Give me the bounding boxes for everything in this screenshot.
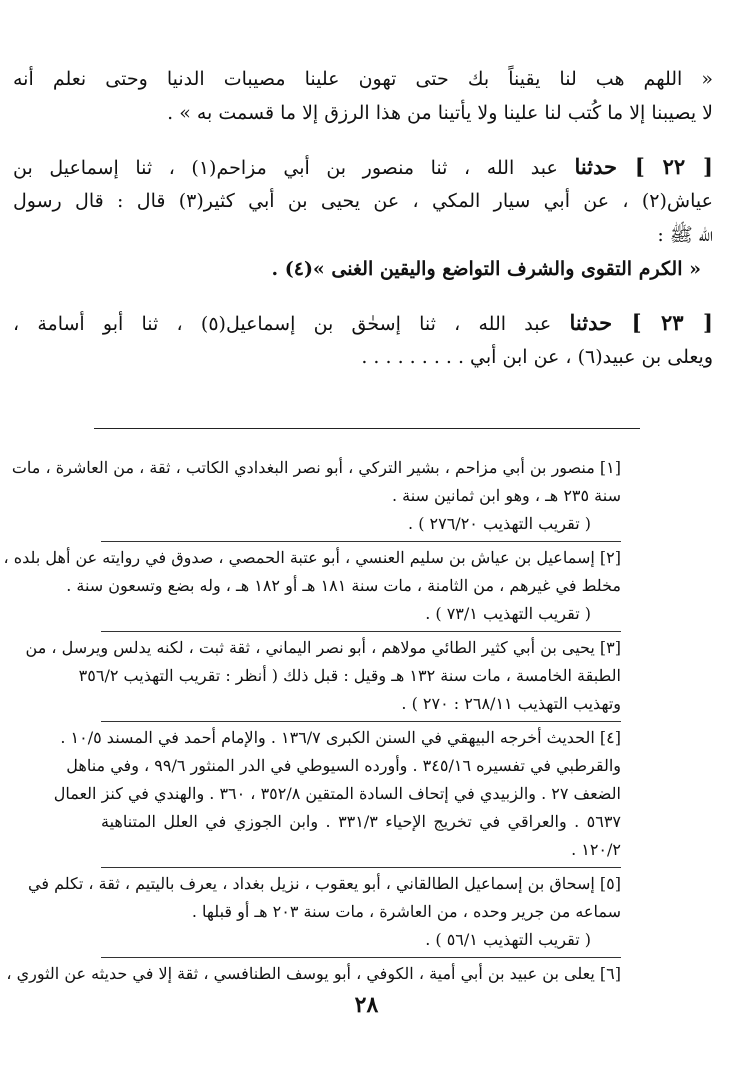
text-line: الله ﷺ : (657, 224, 713, 246)
footnote-line: ( تقريب التهذيب ٥٦/١ ) . (425, 930, 591, 949)
footnote-line: الضعف ٢٧ . والزبيدي في إتحاف السادة المتقين ٣٥٢/٨ ، ٣٦٠ . والهندي في كنز العمال (53, 784, 621, 803)
footnote-line: مخلط في غيرهم ، من الثامنة ، مات سنة ١٨١ هـ أو ١٨٢ هـ ، وله بضع وتسعون سنة . (66, 576, 621, 595)
footnote-line: سماعه من جرير وحده ، من العاشرة ، مات سنة ٢٠٣ هـ أو قبلها . (191, 902, 621, 921)
footnote-line: ( تقريب التهذيب ٢٧٦/٢٠ ) . (408, 514, 591, 533)
footnote (6, 958, 621, 991)
footnote-line: والقرطبي في تفسيره ٣٤٥/١٦ . وأورده السيوطي في الدر المنثور ٩٩/٦ ، وفي مناهل (66, 756, 621, 775)
footnote (25, 632, 621, 722)
footnote (28, 868, 621, 958)
text-line: عياش(٢) ، عن أبي سيار المكي ، عن يحيى بن أبي كثير(٣) قال : قال رسول (13, 190, 713, 212)
text-line: [ ٢٢ ] حدثنا عبد الله ، ثنا منصور بن أبي مزاحم(١) ، ثنا إسماعيل بن (13, 154, 713, 179)
footnotes (3, 452, 621, 991)
footnote (53, 722, 621, 868)
paragraph-gap (13, 130, 713, 150)
text-line: لا يصيبنا إلا ما كُتب لنا علينا ولا يأتينا من هذا الرزق إلا ما قسمت به » . (167, 102, 713, 124)
footnote (3, 542, 621, 632)
text-line: « الكرم التقوى والشرف التواضع واليقين الغنى »(٤) . (271, 258, 701, 280)
footnote-line: الطبقة الخامسة ، مات سنة ١٣٢ هـ وقيل : قبل ذلك ( أنظر : تقريب التهذيب ٣٥٦/٢ (78, 666, 621, 685)
footnote-line: [٦] يعلى بن عبيد بن أبي أمية ، الكوفي ، أبو يوسف الطنافسي ، ثقة إلا في حديثه عن الثوري ، (6, 964, 621, 983)
footnote (11, 452, 621, 542)
text-line: [ ٢٣ ] حدثنا عبد الله ، ثنا إسحٰق بن إسماعيل(٥) ، ثنا أبو أسامة ، (13, 310, 713, 335)
footnote-line: ٥٦٣٧ . والعراقي في تخريج الإحياء ٣٣١/٣ . وابن الجوزي في العلل المتناهية (101, 812, 621, 831)
footnote-line: سنة ٢٣٥ هـ ، وهو ابن ثمانين سنة . (391, 486, 621, 505)
footnote-divider (94, 428, 640, 429)
paragraph-gap (13, 286, 713, 306)
text-line: ويعلى بن عبيد(٦) ، عن ابن أبي . . . . . . . . . (361, 346, 713, 368)
footnote-line: [٤] الحديث أخرجه البيهقي في السنن الكبرى ١٣٦/٧ . والإمام أحمد في المسند ١٠/٥ . (60, 728, 621, 747)
footnote-line: وتهذيب التهذيب ٢٦٨/١١ : ٢٧٠ ) . (401, 694, 621, 713)
footnote-line: ١٢٠/٢ . (571, 840, 621, 859)
main-text (13, 62, 713, 374)
hadith-number-label: [ ٢٣ ] حدثنا (569, 310, 713, 335)
hadith-number-label: [ ٢٢ ] حدثنا (574, 154, 713, 179)
footnote-line: [٥] إسحاق بن إسماعيل الطالقاني ، أبو يعقوب ، نزيل بغداد ، يعرف باليتيم ، ثقة ، تكلم في (28, 874, 621, 893)
footnote-line: ( تقريب التهذيب ٧٣/١ ) . (425, 604, 591, 623)
footnote-line: [٣] يحيى بن أبي كثير الطائي مولاهم ، أبو نصر اليماني ، ثقة ثبت ، لكنه يدلس ويرسل ، من (25, 638, 621, 657)
text-line: « اللهم هب لنا يقيناً بك حتى تهون علينا مصيبات الدنيا وحتى نعلم أنه (13, 68, 713, 90)
footnote-line: [١] منصور بن أبي مزاحم ، بشير التركي ، أبو نصر البغدادي الكاتب ، ثقة ، من العاشرة ، مات (11, 458, 621, 477)
page-number: ٢٨ (354, 992, 379, 1018)
footnote-line: [٢] إسماعيل بن عياش بن سليم العنسي ، أبو عتبة الحمصي ، صدوق في روايته عن أهل بلده ، (3, 548, 621, 567)
